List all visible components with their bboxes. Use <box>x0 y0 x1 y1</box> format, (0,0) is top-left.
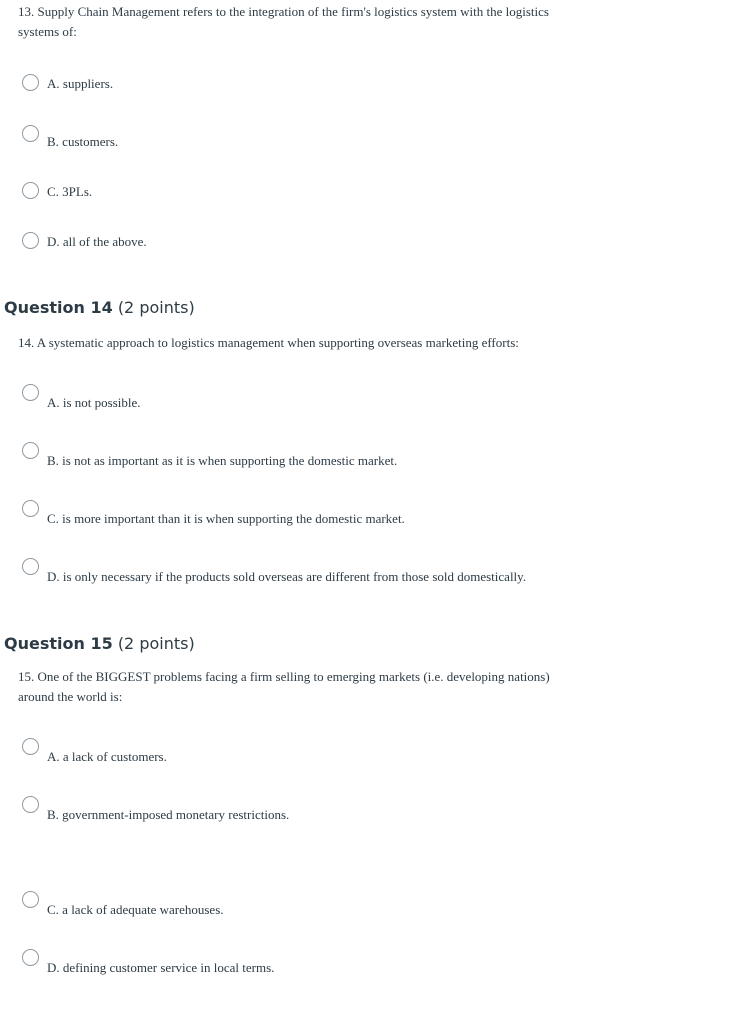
question-15-header <box>4 634 195 653</box>
q13-option-b-label[interactable]: B. customers. <box>47 134 119 149</box>
q14-option-d-label[interactable]: D. is only necessary if the products sold overseas are different from those sold domestically. <box>47 569 527 584</box>
q15-option-d-radio[interactable] <box>22 949 39 966</box>
question-14-points: (2 points) <box>117 298 195 317</box>
q13-option-a-label[interactable]: A. suppliers. <box>47 76 114 91</box>
q15-option-c-radio[interactable] <box>22 891 39 908</box>
question-13-text-line2: systems of: <box>18 24 77 39</box>
q15-option-c-label[interactable]: C. a lack of adequate warehouses. <box>47 902 224 917</box>
q13-option-c-radio[interactable] <box>22 182 39 199</box>
q13-option-d-radio[interactable] <box>22 232 39 249</box>
q15-option-b-radio[interactable] <box>22 796 39 813</box>
question-14-title: Question 14 <box>4 298 113 317</box>
question-13-text-line1: 13. Supply Chain Management refers to the integration of the firm's logistics system with the logistics <box>18 4 549 19</box>
q13-option-b-radio[interactable] <box>22 125 39 142</box>
q14-option-d-radio[interactable] <box>22 558 39 575</box>
q15-option-b-label[interactable]: B. government-imposed monetary restrictions. <box>47 807 290 822</box>
question-15-title: Question 15 <box>4 634 113 653</box>
q13-option-d-label[interactable]: D. all of the above. <box>47 234 147 249</box>
q14-option-a-label[interactable]: A. is not possible. <box>47 395 141 410</box>
q14-option-b-label[interactable]: B. is not as important as it is when supporting the domestic market. <box>47 453 398 468</box>
question-15-text-line2: around the world is: <box>18 689 123 704</box>
question-14-text: 14. A systematic approach to logistics management when supporting overseas marketing efforts: <box>18 335 519 350</box>
q15-option-a-radio[interactable] <box>22 738 39 755</box>
q14-option-c-label[interactable]: C. is more important than it is when supporting the domestic market. <box>47 511 405 526</box>
q14-option-b-radio[interactable] <box>22 442 39 459</box>
q13-option-a-radio[interactable] <box>22 74 39 91</box>
q14-option-c-radio[interactable] <box>22 500 39 517</box>
q14-option-a-radio[interactable] <box>22 384 39 401</box>
question-15-text-line1: 15. One of the BIGGEST problems facing a firm selling to emerging markets (i.e. developing nations) <box>18 669 550 684</box>
q13-option-c-label[interactable]: C. 3PLs. <box>47 184 93 199</box>
q15-option-d-label[interactable]: D. defining customer service in local terms. <box>47 960 275 975</box>
question-15-points: (2 points) <box>117 634 195 653</box>
q15-option-a-label[interactable]: A. a lack of customers. <box>47 749 167 764</box>
question-14-header <box>4 298 195 317</box>
